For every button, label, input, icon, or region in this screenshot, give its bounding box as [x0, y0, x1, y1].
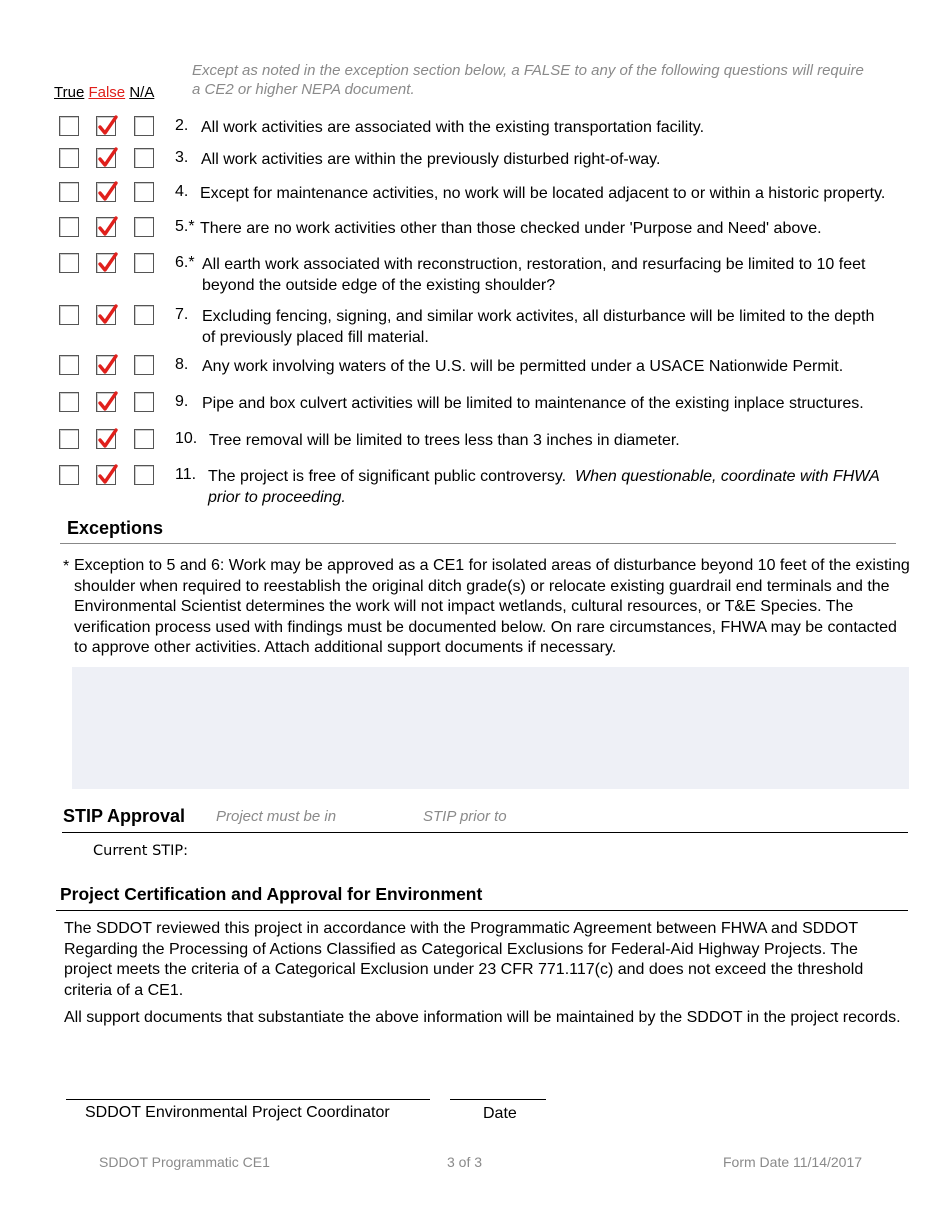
na-checkbox[interactable] [134, 148, 154, 168]
signature-label: SDDOT Environmental Project Coordinator [85, 1104, 390, 1121]
false-checkbox[interactable] [96, 392, 116, 412]
stip-approval-title: STIP Approval [63, 806, 186, 826]
footer-form-name: SDDOT Programmatic CE1 [99, 1154, 270, 1170]
question-text: Any work involving waters of the U.S. will be permitted under a USACE Nationwide Permit. [202, 358, 844, 375]
date-label: Date [483, 1105, 517, 1122]
na-checkbox[interactable] [134, 182, 154, 202]
question-text: Except for maintenance activities, no work will be located adjacent to or within a historic property. [200, 185, 886, 202]
certification-title: Project Certification and Approval for Environment [60, 884, 483, 904]
col-true-header: True [54, 84, 85, 101]
false-checkbox[interactable] [96, 355, 116, 375]
question-row [0, 392, 950, 422]
question-row [0, 182, 950, 212]
exception-asterisk: * [63, 558, 70, 575]
question-row [0, 253, 950, 299]
true-checkbox[interactable] [59, 305, 79, 325]
false-checkbox[interactable] [96, 253, 116, 273]
question-row [0, 429, 950, 459]
false-checkbox[interactable] [96, 182, 116, 202]
question-number: 9. [175, 393, 189, 410]
true-checkbox[interactable] [59, 182, 79, 202]
column-headers [54, 84, 154, 101]
na-checkbox[interactable] [134, 116, 154, 136]
false-checkbox[interactable] [96, 148, 116, 168]
question-number: 11. [175, 466, 197, 483]
true-checkbox[interactable] [59, 392, 79, 412]
exceptions-title: Exceptions [67, 518, 164, 538]
na-checkbox[interactable] [134, 355, 154, 375]
col-na-header: N/A [129, 84, 155, 101]
question-text: Excluding fencing, signing, and similar work activites, all disturbance will be limited to the depth of previously placed fill material. [202, 308, 875, 346]
instruction-note: Except as noted in the exception section below, a FALSE to any of the following questions will require a CE2 or higher NEPA document. [192, 62, 864, 98]
question-row [0, 148, 950, 178]
false-checkbox[interactable] [96, 465, 116, 485]
question-number: 7. [175, 306, 189, 323]
na-checkbox[interactable] [134, 217, 154, 237]
question-text: All earth work associated with reconstruction, restoration, and resurfacing be limited to 10 feet beyond the outside edge of the existing shoulder? [202, 256, 866, 294]
exception-verification-field[interactable] [72, 667, 909, 789]
checkmark-icon [97, 181, 119, 203]
question-number: 4. [175, 183, 189, 200]
na-checkbox[interactable] [134, 392, 154, 412]
checkmark-icon [97, 304, 119, 326]
question-number: 3. [175, 149, 189, 166]
na-checkbox[interactable] [134, 465, 154, 485]
na-checkbox[interactable] [134, 305, 154, 325]
question-number: 10. [175, 430, 198, 447]
checkmark-icon [97, 354, 119, 376]
checkmark-icon [97, 464, 119, 486]
true-checkbox[interactable] [59, 116, 79, 136]
checkmark-icon [97, 115, 119, 137]
true-checkbox[interactable] [59, 217, 79, 237]
question-text: All work activities are associated with the existing transportation facility. [201, 119, 705, 136]
question-row [0, 116, 950, 146]
checkmark-icon [97, 252, 119, 274]
stip-hint-1: Project must be in [216, 808, 337, 825]
true-checkbox[interactable] [59, 355, 79, 375]
exception-text: Exception to 5 and 6: Work may be approved as a CE1 for isolated areas of disturbance beyond 10 feet of the existing shoulder when required to reestablish the original ditch grade(s) or relocate existing guardrail end terminals and the Environmental Scientist determines the work will not impact wetlands, cultural resources, or T&E Species. The verification process used with findings must be documented below. On rare circumstances, FHWA may be contacted to approve other activities. Attach additional support documents if necessary. [74, 557, 910, 656]
false-checkbox[interactable] [96, 116, 116, 136]
checkmark-icon [97, 147, 119, 169]
true-checkbox[interactable] [59, 465, 79, 485]
checkmark-icon [97, 216, 119, 238]
certification-paragraph: The SDDOT reviewed this project in accordance with the Programmatic Agreement between FHWA and SDDOT Regarding the Processing of Actions Classified as Categorical Exclusions for Federal-Aid Highway Projects. The project meets the criteria of a Categorical Exclusion under 23 CFR 771.117(c) and does not exceed the threshold criteria of a CE1. [64, 920, 864, 999]
false-checkbox[interactable] [96, 305, 116, 325]
footer-page-number: 3 of 3 [447, 1154, 483, 1170]
question-row [0, 355, 950, 385]
question-text: There are no work activities other than those checked under 'Purpose and Need' above. [200, 220, 822, 237]
question-number: 8. [175, 356, 189, 373]
true-checkbox[interactable] [59, 429, 79, 449]
false-checkbox[interactable] [96, 429, 116, 449]
na-checkbox[interactable] [134, 253, 154, 273]
records-paragraph: All support documents that substantiate the above information will be maintained by the SDDOT in the project records. [64, 1009, 901, 1026]
false-checkbox[interactable] [96, 217, 116, 237]
divider [60, 543, 896, 544]
true-checkbox[interactable] [59, 148, 79, 168]
question-text [208, 466, 898, 508]
question-row [0, 465, 950, 511]
question-text-note: When questionable, coordinate with FHWA prior to proceeding. [208, 468, 880, 506]
question-number: 5.* [175, 218, 195, 235]
checkmark-icon [97, 391, 119, 413]
checkmark-icon [97, 428, 119, 450]
divider [56, 910, 908, 911]
question-text: Pipe and box culvert activities will be limited to maintenance of the existing inplace structures. [202, 395, 864, 412]
na-checkbox[interactable] [134, 429, 154, 449]
current-stip-label: Current STIP: [93, 843, 189, 859]
true-checkbox[interactable] [59, 253, 79, 273]
question-text: All work activities are within the previously disturbed right-of-way. [201, 151, 661, 168]
question-text-main: The project is free of significant public controversy. [208, 468, 567, 485]
question-number: 2. [175, 117, 189, 134]
question-row [0, 217, 950, 247]
col-false-header: False [88, 84, 126, 101]
stip-hint-2: STIP prior to [423, 808, 507, 825]
signature-line[interactable] [66, 1099, 430, 1100]
footer-form-date: Form Date 11/14/2017 [723, 1154, 863, 1170]
question-row [0, 305, 950, 351]
question-text: Tree removal will be limited to trees less than 3 inches in diameter. [209, 432, 680, 449]
divider [62, 832, 908, 833]
question-number: 6.* [175, 254, 195, 271]
date-line[interactable] [450, 1099, 546, 1100]
